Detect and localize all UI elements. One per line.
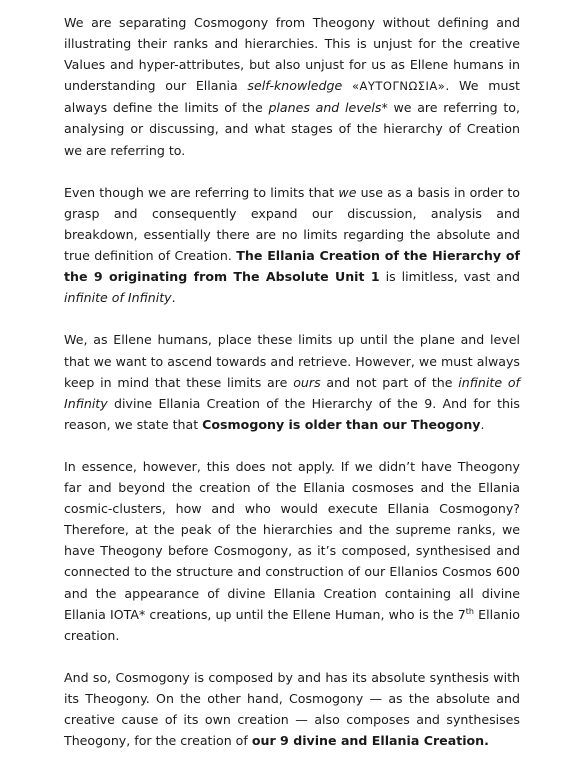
text-run: . xyxy=(480,416,485,432)
text-run: We, as Ellene humans, place these limits up until the plane and level that we want to ascend towards and retrieve. However, we must always keep in mind that these limits are xyxy=(64,332,520,390)
greek-glyph-term: «ΑΥΤΟΓΝΩΣΙΑ» xyxy=(351,79,446,94)
bold-run: The Ellania Creation of the Hierarchy of the 9 originating from The Absolute Unit 1 xyxy=(64,248,520,285)
paragraph-3 xyxy=(64,329,520,434)
italic-run: we xyxy=(338,184,357,200)
text-run: we are referring to, analysing or discussing, and what stages of the hierarchy of Creation we are referring to. xyxy=(64,100,520,158)
paragraph-4 xyxy=(64,456,520,646)
text-run: and not part of the xyxy=(320,374,459,390)
italic-run: infinite of Infinity xyxy=(64,374,520,411)
ordinal-superscript: th xyxy=(465,606,474,616)
document-page xyxy=(64,12,520,772)
text-run: use as a basis in order to grasp and consequently expand our discussion, analysis and breakdown, essentially there are no limits regarding the absolute and true definition of Creation. xyxy=(64,184,520,264)
bold-run: our 9 divine and Ellania Creation. xyxy=(251,733,489,749)
text-run: In essence, however, this does not apply. If we didn’t have Theogony far and beyond the creation of the Ellania cosmoses and the Ellania cosmic-clusters, how and who would execute Ellania Cosmogony? Therefore, at the peak of the hierarchies and the supreme ranks, we have Theogony before Cosmogony, as it’s composed, synthesised and connected to the structure and construction of our Ellanios Cosmos 600 and the appearance of divine Ellania Creation containing all divine Ellania IOTA* creations, up until the Ellene Human, who is the 7 xyxy=(64,458,520,622)
text-run: . We must always define the limits of the xyxy=(64,78,520,116)
paragraph-1 xyxy=(64,12,520,161)
text-run: divine Ellania Creation of the Hierarchy of the 9. And for this reason, we state that xyxy=(64,395,520,432)
italic-run: self-knowledge xyxy=(247,78,343,94)
bold-run: Cosmogony is older than our Theogony xyxy=(202,416,481,432)
italic-run: ours xyxy=(293,374,321,390)
text-run: is limitless, vast and xyxy=(379,269,520,285)
italic-run: infinite of Infinity xyxy=(64,290,172,306)
text-run: Even though we are referring to limits that xyxy=(64,184,339,200)
text-run: . xyxy=(171,290,176,306)
italic-run: planes and levels* xyxy=(268,100,388,116)
text-run: Ellanio creation. xyxy=(64,606,520,643)
paragraph-2 xyxy=(64,182,520,309)
text-run xyxy=(342,78,352,93)
text-run: We are separating Cosmogony from Theogony without defining and illustrating their ranks and hierarchies. This is unjust for the creative Values and hyper-attributes, but also unjust for us as Ellene humans in understanding our Ellania xyxy=(64,15,520,94)
text-run: And so, Cosmogony is composed by and has its absolute synthesis with its Theogony. On the other hand, Cosmogony — as the absolute and creative cause of its own creation — also composes and synthesises Theogony, for the creation of xyxy=(64,669,520,749)
paragraph-5 xyxy=(64,667,520,751)
